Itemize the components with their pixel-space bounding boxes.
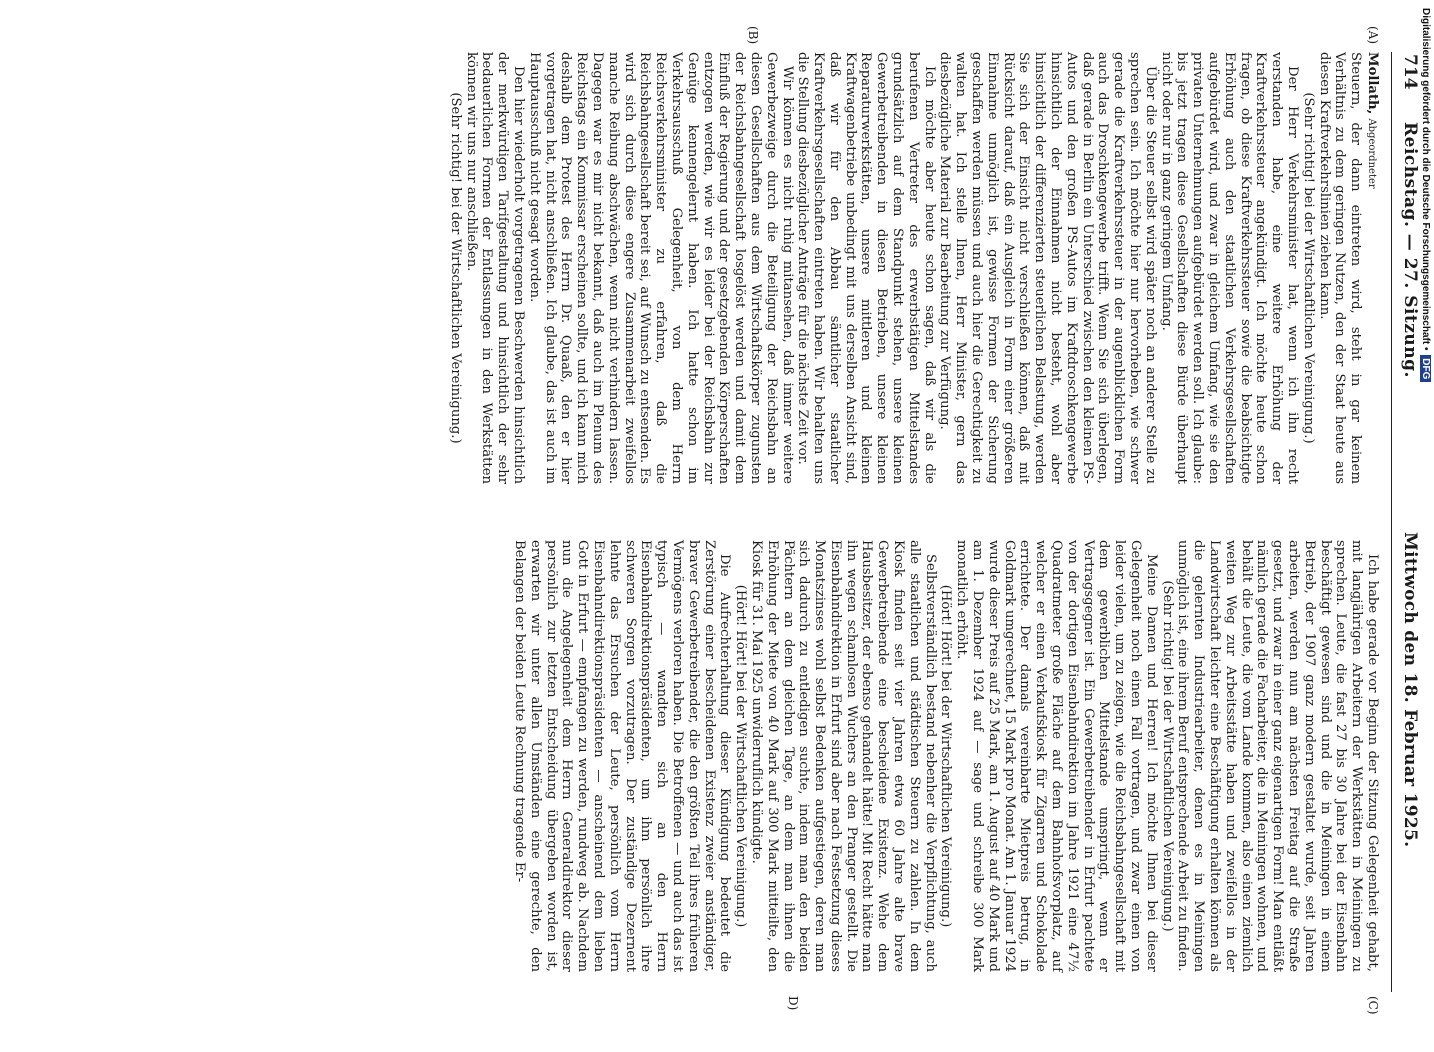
speaker-line bbox=[1363, 52, 1380, 484]
paragraph: Der Herr Verkehrsminister hat, wenn ich ihn recht verstanden habe, eine weitere Erhöhung der Kraftverkehrssteuer angekündigt. Ich möchte heute schon fragen, ob diese Kraftverkehrssteuer sowie die beabsichtigte Erhöhung auch den staatlichen Verkehrsgesellschaften aufgebürdet wird, und zwar in gleichem Umfang, wie sie den privaten Unternehmungen aufgebürdet werden soll. Ich glaube: bis jetzt tragen diese Gesellschaften diese Bürde überhaupt nicht oder nur in ganz geringem Umfang. bbox=[1158, 52, 1301, 484]
paragraph: Steuern, der dann eintreten wird, steht in gar keinem Verhältnis zu dem geringen Nutzen, den der Staat heute aus diesen Kraftverkehrslinien ziehen kann. bbox=[1316, 52, 1364, 484]
paragraph: Wir können es nicht ruhig mitansehen, daß immer weitere Gewerbezweige durch die Beteiligung der Reichsbahn an diesen Gesellschaften aus dem Wirtschaftskörper zugunsten der Reichsbahngesellschaft losgelöst werden und damit dem Einfluß der Regierung und der gesetzgebenden Körperschaften entzogen werden, wie wir es leider bei der Reichsbahn zur Genüge kennengelernt haben. Ich hatte schon im Verkehrsausschuß Gelegenheit, von dem Herrn Reichsverkehrsminister zu erfahren, daß die Reichsbahngesellschaft bereit sei, auf Wunsch zu entsenden. Es wird sich durch diese engere Zusammenarbeit zweifellos manche Reibung abschwächen, wenn nicht verhindern lassen. Dagegen war es mir nicht bekannt, daß auch im Plenum des Reichstags ein Kommissar erscheinen sollte, und ich kann mich deshalb dem Protest des Herrn Dr. Quaaß, den er hier vorgetragen hat, nicht anschließen. Ich glaube, das ist auch im Hauptausschuß nicht gesagt worden. bbox=[526, 52, 795, 484]
paragraph: Den hier wiederholt vorgetragenen Beschwerden hinsichtlich der merkwürdigen Tarifgestaltung und hinsichtlich der sehr bedauerlichen Formen der Entlassungen in den Werkstätten können wir uns nur anschließen. bbox=[463, 52, 526, 484]
header-rule bbox=[1391, 52, 1392, 992]
rotated-page bbox=[90, 26, 1420, 1052]
paragraph: Meine Damen und Herren! Ich möchte Ihnen bei dieser Gelegenheit noch einen Fall vortragen, und zwar einen von leider vielen, um zu zeigen, wie die Reichsbahngesellschaft mit dem gewerblichen Mittelstande umspringt, wenn er Vertragsgegner ist. Ein Gewerbetreibender in Erfurt pachtete von der dortigen Eisenbahndirektion im Jahre 1921 eine 47½ Quadratmeter große Fläche auf dem Bahnhofsvorplatz, auf welcher er einen Verkaufskiosk für Zigarren und Schokolade errichtete. Der damals vereinbarte Mietpreis betrug, in Goldmark umgerechnet, 15 Mark pro Monat. Am 1. Januar 1924 wurde dieser Preis auf 25 Mark, am 1. August auf 40 Mark und am 1. Dezember 1924 auf — sage und schreibe 300 Mark monatlich erhöht. bbox=[954, 540, 1159, 972]
margin-marker-c: (C) bbox=[1366, 996, 1380, 1015]
interjection: (Hört! Hört! bei der Wirtschaftlichen Vereinigung.) bbox=[938, 584, 954, 928]
margin-marker-a: (A) bbox=[1366, 26, 1380, 45]
left-column bbox=[447, 52, 1380, 484]
speaker-name: Mollath, bbox=[1365, 52, 1380, 115]
interjection: (Sehr richtig! bei der Wirtschaftlichen Vereinigung.) bbox=[1159, 580, 1175, 932]
paragraph: Die Aufrechterhaltung dieser Kündigung bedeutet die Zerstörung einer bescheidenen Existenz zweier anständiger, braver Gewerbetreibender, die den größten Teil ihres früheren Vermögens verloren haben. Die Betroffenen — und auch das ist typisch — wandten sich an den Herrn Eisenbahndirektionspräsidenten, um ihm persönlich ihre schweren Sorgen vorzutragen. Der zuständige Dezernent lehnte das Ersuchen der Leute, persönlich vom Herrn Eisenbahndirektionspräsidenten — anscheinend dem lieben Gott in Erfurt — empfangen zu werden, rundweg ab. Nachdem nun die Angelegenheit dem Herrn Generaldirektor dieser persönlich zur letzten Entscheidung übergeben worden ist, erwarten wir unter allen Umständen eine gerechte, den Belangen der beiden Leute Rechnung tragende Er- bbox=[511, 540, 733, 972]
paragraph: Über die Steuer selbst wird später noch an anderer Stelle zu sprechen sein. Ich möchte hier nur hervorheben, wie schwer gerade die Kraftverkehrssteuer in der augenblicklichen Form auch das Droschkengewerbe trifft. Wenn Sie sich überlegen, daß gerade in Berlin ein Unterschied zwischen den kleinen PS-Autos und den großen PS-Autos im Kraftdroschkengewerbe hinsichtlich der Einnahmen nicht besteht, wohl aber hinsichtlich der differenzierten steuerlichen Belastung, werden Sie sich der Einsicht nicht verschließen können, daß mit Rücksicht darauf, daß ein Ausgleich in Form einer größeren Einnahme unmöglich ist, gewisse Formen der Sicherung geschaffen werden müssen und auch hier die Gerechtigkeit zu walten hat. Ich stelle Ihnen, Herr Minister, gern das diesbezügliche Material zur Bearbeitung zur Verfügung. bbox=[937, 52, 1158, 484]
session-title: Reichstag. — 27. Sitzung. bbox=[1400, 122, 1420, 378]
page-sheet bbox=[90, 26, 1420, 1015]
page-header bbox=[1394, 52, 1420, 992]
credit-text: Digitalisierung gefördert durch die Deutsche Forschungsgemeinschaft • bbox=[1420, 8, 1431, 351]
dfg-logo: DFG bbox=[1420, 355, 1431, 382]
paragraph: Ich möchte aber heute schon sagen, daß wir als die berufenen Vertreter des erwerbstätigen Mittelstandes grundsätzlich auf dem Standpunkt stehen, unsere kleinen Gewerbetreibenden in diesen Betrieben, unsere kleinen Reparaturwerkstätten, unsere mittleren und kleinen Kraftwagenbetriebe unbedingt mit uns derselben Ansicht sind, daß wir für den Abbau sämtlicher staatlicher Kraftverkehrsgesellschaften eintreten haben. Wir behalten uns die Stellung diesbezüglicher Anträge für die nächste Zeit vor. bbox=[795, 52, 937, 484]
margin-marker-b: (B) bbox=[746, 26, 760, 45]
interjection: (Sehr richtig! bei der Wirtschaftlichen Vereinigung.) bbox=[1300, 92, 1316, 444]
interjection: (Hört! Hört! bei der Wirtschaftlichen Vereinigung.) bbox=[733, 584, 749, 928]
page-number: 714 bbox=[1400, 54, 1420, 90]
margin-marker-d: D) bbox=[786, 996, 800, 1011]
paragraph: Selbstverständlich bestand nebenher die Verpflichtung, auch alle staatlichen und städtischen Steuern zu zahlen. In dem Kiosk finden seit vier Jahren etwa 60 Jahre alte brave Gewerbetreibende eine bescheidene Existenz. Wehe dem Hausbesitzer, der ebenso gehandelt hätte! Mit Recht hätte man ihn wegen schamlosen Wuchers an den Pranger gestellt. Die Eisenbahndirektion in Erfurt sind aber nach Festsetzung dieses Monatszinses wohl selbst Bedenken aufgestiegen, deren man sich dadurch zu entledigen suchte, indem man den beiden Pächtern an dem gleichen Tage, an dem man ihnen die Erhöhung der Miete von 40 Mark auf 300 Mark mitteilte, den Kiosk für 31. Mai 1925 unwiderruflich kündigte. bbox=[748, 540, 938, 972]
speaker-role: Abgeordneter bbox=[1366, 118, 1377, 189]
digitization-credit bbox=[1420, 8, 1431, 382]
session-date: Mittwoch den 18. Februar 1925. bbox=[1400, 532, 1420, 848]
paragraph: Ich habe gerade vor Beginn der Sitzung Gelegenheit gehabt, mit langjährigen Arbeitern der Werkstätten in Meiningen zu sprechen. Leute, die fast 27 bis 30 Jahre bei der Eisenbahn beschäftigt gewesen sind und die in Meiningen in einem Betrieb, der 1907 ganz modern gestaltet wurde, seit Jahren arbeiten, werden nun am nächsten Freitag auf die Straße gesetzt, und zwar in einer ganz eigenartigen Form! Man entläßt nämlich gerade die Facharbeiter, die in Meiningen wohnen, und behält die Leute, die vom Lande kommen, also einen ziemlich weiten Weg zur Arbeitsstätte haben und zweifellos in der Landwirtschaft leichter eine Beschäftigung erhalten können als die gelernten Industriearbeiter, denen es in Meiningen unmöglich ist, eine ihrem Beruf entsprechende Arbeit zu finden. bbox=[1175, 540, 1380, 972]
interjection: (Sehr richtig! bei der Wirtschaftlichen Vereinigung.) bbox=[447, 92, 463, 444]
right-column bbox=[511, 540, 1380, 972]
